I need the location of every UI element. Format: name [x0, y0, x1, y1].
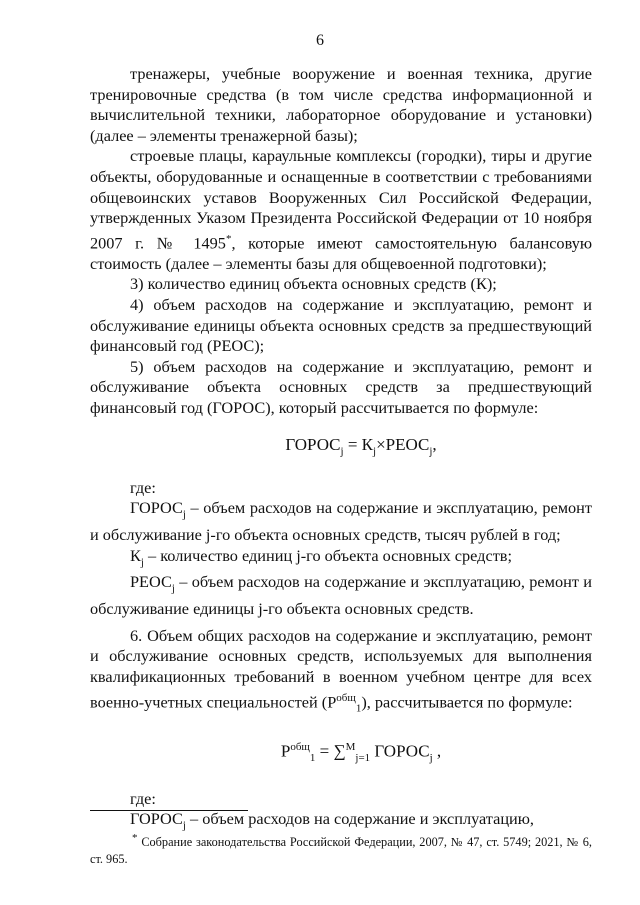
formula-total-lhs: Р — [280, 741, 291, 761]
formula-total-sum: ∑ — [333, 741, 346, 761]
definition-reos-text: – объем расходов на содержание и эксплуатацию, ремонт и обслуживание единицы j-го объекта основных средств. — [90, 572, 592, 619]
drill-grounds-tail: , которые имеют самостоятельную балансовую стоимость (далее – элементы базы для общевоенной подготовки); — [90, 233, 593, 273]
footnote-mark: * — [132, 832, 138, 845]
formula-goros-k-sub: j — [373, 444, 377, 457]
formula-goros-k: К — [361, 434, 374, 454]
paragraph-6-sup: общ — [336, 691, 356, 704]
definition-goros-2-symbol: ГОРОС — [130, 809, 183, 829]
item-5: 5) объем расходов на содержание и эксплуатацию, ремонт и обслуживание объекта основных средств за предшествующий финансовый год (ГОРОС), который рассчитывается по формуле: — [90, 356, 592, 417]
definition-k-text: – количество единиц j-го объекта основных средств; — [143, 545, 513, 565]
formula-goros-reos-sub: j — [429, 444, 433, 457]
item-4: 4) объем расходов на содержание и эксплуатацию, ремонт и обслуживание единицы объекта основных средств за предшествующий финансовый год (РЕОС); — [90, 294, 592, 356]
definition-goros-sub: j — [182, 508, 186, 521]
formula-total-term: ГОРОС — [370, 741, 430, 761]
paragraph-6 — [90, 626, 592, 719]
formula-total-lhs-sub: 1 — [309, 751, 316, 764]
definition-reos-symbol: РЕОС — [130, 572, 172, 592]
footnote-reference: * — [225, 232, 232, 245]
document-body — [90, 64, 592, 836]
definition-goros-2-sub: j — [182, 819, 186, 832]
formula-total-eq: = — [315, 741, 334, 761]
footnote-divider — [90, 810, 248, 811]
item-3: 3) количество единиц объекта основных средств (К); — [130, 274, 497, 294]
footnote-text: Собрание законодательства Российской Федерации, 2007, № 47, ст. 5749; 2021, № 6, ст. 965. — [90, 835, 592, 867]
formula-goros-eq: = — [343, 434, 362, 454]
formula-total — [90, 737, 592, 769]
drill-grounds-text: строевые плацы, караульные комплексы (городки), тиры и другие объекты, оборудованные и оснащенные в соответствии с требованиями общевоинских уставов Вооруженных Сил Российской Федерации, утвержденных Указом Президента Российской Федерации от 10 ноября 2007 г. № 1495 — [90, 146, 592, 253]
paragraph-drill-grounds — [90, 146, 592, 274]
definition-goros-2-text: – объем расходов на содержание и эксплуатацию, — [185, 809, 535, 829]
formula-goros-times: × — [376, 434, 386, 454]
paragraph-6-symbol: Р — [327, 692, 337, 712]
where-label-1: где: — [130, 477, 156, 497]
footnote — [90, 830, 592, 868]
paragraph-6-text: 6. Объем общих расходов на содержание и эксплуатацию, ремонт и обслуживание основных средств, используемых для выполнения квалификационных требований в военном учебном центре для всех военно-учетных специальностей ( — [90, 625, 592, 712]
paragraph-trainers: тренажеры, учебные вооружение и военная техника, другие тренировочные средства (в том числе средства информационной и вычислительной техники, лабораторное оборудование и установки) (далее – элементы тренажерной базы); — [90, 64, 592, 145]
formula-goros-lhs-sub: j — [340, 444, 344, 457]
definition-reos-sub: j — [171, 582, 175, 595]
definition-reos — [90, 572, 592, 619]
definition-goros — [90, 498, 592, 545]
formula-total-sum-sup: M — [345, 740, 356, 753]
formula-total-term-sub: j — [429, 751, 433, 764]
paragraph-6-tail: ), рассчитывается по формуле: — [361, 692, 573, 712]
definition-k-sub: j — [140, 555, 144, 568]
definition-goros-symbol: ГОРОС — [130, 498, 183, 518]
formula-total-sum-sub: j=1 — [355, 751, 371, 764]
paragraph-6-sub: 1 — [355, 702, 362, 715]
formula-total-end: , — [432, 741, 442, 761]
formula-goros-lhs: ГОРОС — [285, 434, 341, 454]
page-number: 6 — [316, 32, 324, 49]
formula-goros-reos: РЕОС — [385, 434, 430, 454]
definition-goros-text: – объем расходов на содержание и эксплуатацию, ремонт и обслуживание j-го объекта основных средств, тысяч рублей в год; — [90, 498, 592, 544]
formula-total-lhs-sup: общ — [290, 740, 310, 753]
formula-goros — [90, 435, 592, 462]
formula-goros-end: , — [432, 434, 437, 454]
definition-k-symbol: К — [130, 545, 141, 565]
where-label-2: где: — [130, 788, 156, 808]
definition-k — [90, 546, 592, 573]
